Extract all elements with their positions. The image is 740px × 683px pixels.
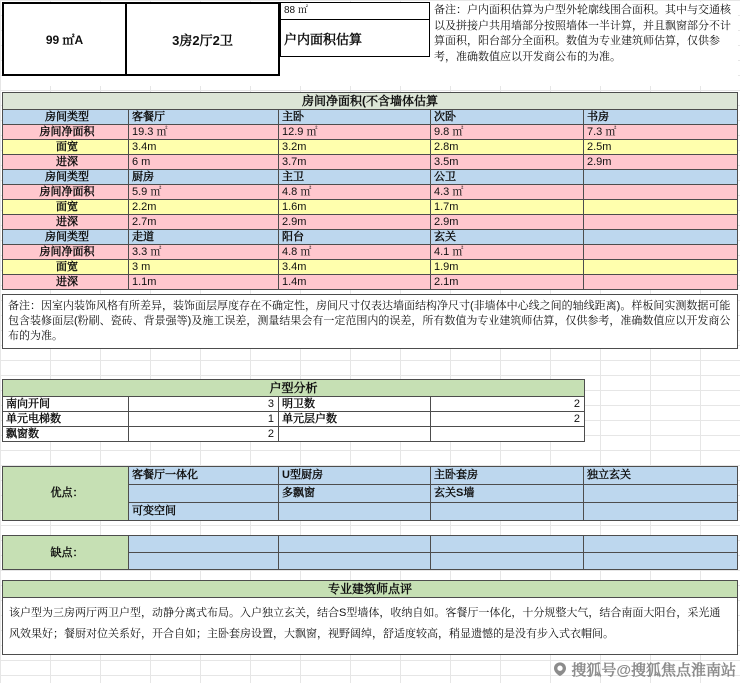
table-cell: 1.4m [279,275,431,290]
analysis-value [431,427,585,442]
row-label: 进深 [3,215,129,230]
analysis-label: 南向开间 [3,397,129,412]
table-cell: 厨房 [129,170,279,185]
table-cell: 次卧 [431,110,584,125]
analysis-value: 1 [129,412,279,427]
table-cell: 玄关 [431,230,584,245]
cons-cell [279,553,431,570]
table-cell: 3.4m [279,260,431,275]
floorplan-sheet [2,0,738,679]
table-cell [584,170,738,185]
indoor-area-column [280,2,430,86]
unit-area-cell: 99 ㎡A [2,2,127,76]
table-cell: 5.9 ㎡ [129,185,279,200]
pros-section [2,466,738,521]
analysis-label: 单元电梯数 [3,412,129,427]
indoor-area-label: 户内面积估算 [280,19,430,57]
pros-cell [584,485,738,503]
cons-grid [2,535,738,570]
pros-cell [431,503,584,521]
unit-layout-cell: 3房2厅2卫 [127,2,280,76]
table-cell: 1.7m [431,200,584,215]
room-area-table [2,92,738,290]
pros-cell: 主卧套房 [431,467,584,485]
analysis-value: 2 [129,427,279,442]
row-label: 房间类型 [3,170,129,185]
measurement-note: 备注：因室内装饰风格有所差异，装饰面层厚度存在不确定性，房间尺寸仅表达墙面结构净尺寸(非墙体中心线之间的轴线距离)。样板间实测数据可能包含装修面层(粉刷、瓷砖、背景强等)及施工误差，测量结果会有一定范围内的误差，所有数值为专业建筑师估算，仅供参考，准确数值应以开发商公布的为准。 [2,294,738,349]
table-cell [584,215,738,230]
row-label: 房间类型 [3,110,129,125]
analysis-label: 单元层户数 [279,412,431,427]
analysis-value: 2 [431,397,585,412]
table-cell: 2.9m [279,215,431,230]
table-cell: 书房 [584,110,738,125]
table-cell [584,200,738,215]
row-label: 房间类型 [3,230,129,245]
header-note: 备注：户内面积估算为户型外轮廓线围合面积。其中与交通核以及拼接户共用墙部分按照墙体一半计算，并且飘窗部分不计算面积，阳台部分全面积。数值为专业建筑师估算，仅供参考，准确数值应以开发商公布的为准。 [430,2,738,86]
room-table-title: 房间净面积(不含墙体估算 [2,92,738,109]
table-cell: 公卫 [431,170,584,185]
table-cell: 3.3 ㎡ [129,245,279,260]
cons-cell [584,536,738,553]
table-cell: 3.7m [279,155,431,170]
cons-cell [431,536,584,553]
sohu-logo-icon [552,661,568,677]
cons-cell [279,536,431,553]
table-cell: 走道 [129,230,279,245]
table-cell: 3.5m [431,155,584,170]
table-cell: 2.1m [431,275,584,290]
table-cell: 4.8 ㎡ [279,245,431,260]
header-section [2,2,738,86]
row-label: 房间净面积 [3,185,129,200]
cons-cell [129,536,279,553]
analysis-grid [2,396,585,442]
table-cell: 9.8 ㎡ [431,125,584,140]
table-cell: 3.4m [129,140,279,155]
pros-cell: 可变空间 [129,503,279,521]
row-label: 面宽 [3,200,129,215]
table-cell [584,260,738,275]
analysis-value: 3 [129,397,279,412]
cons-cell [431,553,584,570]
architect-review-section [2,580,738,655]
cons-label: 缺点： [3,536,129,570]
pros-cell [129,485,279,503]
pros-cell [279,503,431,521]
analysis-title: 户型分析 [2,379,585,396]
indoor-area-value: 88 ㎡ [280,2,430,19]
pros-cell: 独立玄关 [584,467,738,485]
table-cell: 4.8 ㎡ [279,185,431,200]
room-table-grid [2,109,738,290]
analysis-section [2,379,585,442]
pros-label: 优点： [3,467,129,521]
watermark-text: 搜狐号@搜狐焦点淮南站 [571,661,736,679]
table-cell: 6 m [129,155,279,170]
watermark [2,659,738,679]
table-cell: 4.3 ㎡ [431,185,584,200]
table-cell: 主卧 [279,110,431,125]
table-cell [584,230,738,245]
table-cell: 1.6m [279,200,431,215]
row-label: 面宽 [3,260,129,275]
table-cell: 主卫 [279,170,431,185]
analysis-label: 明卫数 [279,397,431,412]
table-cell: 客餐厅 [129,110,279,125]
cons-cell [129,553,279,570]
analysis-value: 2 [431,412,585,427]
cons-section [2,535,738,570]
row-label: 房间净面积 [3,125,129,140]
review-title: 专业建筑师点评 [2,580,738,597]
table-cell [584,245,738,260]
pros-cell: 多飘窗 [279,485,431,503]
table-cell: 1.1m [129,275,279,290]
table-cell: 2.5m [584,140,738,155]
pros-grid [2,466,738,521]
cons-cell [584,553,738,570]
pros-cell [584,503,738,521]
table-cell: 2.9m [584,155,738,170]
analysis-label [279,427,431,442]
table-cell: 2.7m [129,215,279,230]
pros-cell: 客餐厅一体化 [129,467,279,485]
table-cell [584,275,738,290]
analysis-label: 飘窗数 [3,427,129,442]
table-cell [584,185,738,200]
row-label: 进深 [3,275,129,290]
pros-cell: 玄关S墙 [431,485,584,503]
table-cell: 3.2m [279,140,431,155]
table-cell: 阳台 [279,230,431,245]
table-cell: 3 m [129,260,279,275]
row-label: 面宽 [3,140,129,155]
row-label: 进深 [3,155,129,170]
table-cell: 2.9m [431,215,584,230]
table-cell: 2.2m [129,200,279,215]
table-cell: 4.1 ㎡ [431,245,584,260]
table-cell: 7.3 ㎡ [584,125,738,140]
table-cell: 19.3 ㎡ [129,125,279,140]
table-cell: 12.9 ㎡ [279,125,431,140]
table-cell: 1.9m [431,260,584,275]
pros-cell: U型厨房 [279,467,431,485]
review-text: 该户型为三房两厅两卫户型，动静分离式布局。入户独立玄关，结合S型墙体，收纳自如。客餐厅一体化，十分规整大气，结合南面大阳台，采光通风效果好；餐厨对位关系好，开合自如；主卧套房设置，大飘窗，视野阔绰，舒适度较高，稍显遗憾的是没有步入式衣帽间。 [2,597,738,655]
row-label: 房间净面积 [3,245,129,260]
table-cell: 2.8m [431,140,584,155]
